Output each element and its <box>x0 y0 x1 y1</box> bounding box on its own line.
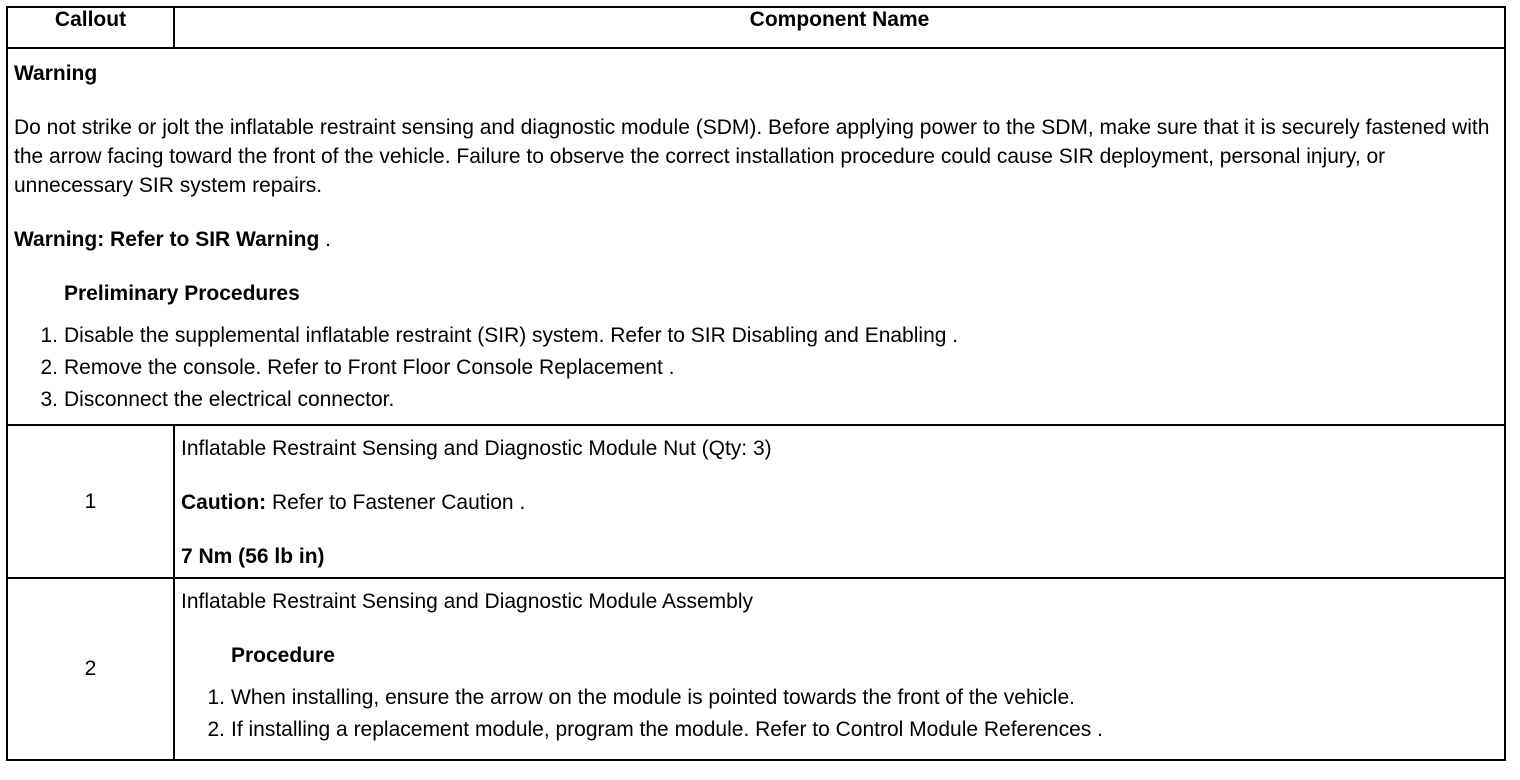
procedure-steps-list <box>181 682 1498 746</box>
caution-label: Caution: <box>181 491 267 514</box>
step-number: 1. <box>40 324 58 347</box>
callout-number: 2 <box>7 578 174 760</box>
warning-text: Do not strike or jolt the inflatable restraint sensing and diagnostic module (SDM). Before applying power to the SDM, make sure that it is securely fastened with the arrow facing toward the front of the vehicle. Failure to observe the correct installation procedure could cause SIR deployment, personal injury, or unnecessary SIR system repairs. <box>14 116 1490 197</box>
component-name: Inflatable Restraint Sensing and Diagnostic Module Assembly <box>181 590 753 613</box>
list-item <box>14 384 1498 416</box>
header-row <box>7 7 1505 48</box>
component-name-header: Component Name <box>174 7 1505 48</box>
callout-number: 1 <box>7 425 174 578</box>
warning-cell <box>7 48 1505 425</box>
callout-header: Callout <box>7 7 174 48</box>
sir-warning-reference <box>14 225 1498 254</box>
preliminary-steps-list <box>14 320 1498 416</box>
list-item <box>14 320 1498 352</box>
step-text: When installing, ensure the arrow on the module is pointed towards the front of the vehicle. <box>231 686 1075 709</box>
procedure-table <box>6 6 1506 761</box>
warning-row <box>7 48 1505 425</box>
step-text: Disconnect the electrical connector. <box>64 388 395 411</box>
list-item <box>14 352 1498 384</box>
step-text: Disable the supplemental inflatable restraint (SIR) system. Refer to SIR Disabling and Enabling . <box>64 324 959 347</box>
step-text: Remove the console. Refer to Front Floor Console Replacement . <box>64 356 675 379</box>
step-number: 2. <box>40 356 58 379</box>
caution-text[interactable]: Refer to Fastener Caution . <box>266 491 526 514</box>
component-name: Inflatable Restraint Sensing and Diagnostic Module Nut (Qty: 3) <box>181 437 772 460</box>
step-number: 2. <box>207 718 225 741</box>
step-text: If installing a replacement module, program the module. Refer to Control Module References . <box>231 718 1103 741</box>
preliminary-procedures-heading: Preliminary Procedures <box>64 282 300 305</box>
component-cell <box>174 578 1505 760</box>
component-cell <box>174 425 1505 578</box>
procedure-heading: Procedure <box>231 644 335 667</box>
sir-warning-link[interactable]: Warning: Refer to SIR Warning <box>14 228 320 251</box>
warning-title: Warning <box>14 62 98 85</box>
sir-warning-suffix: . <box>319 228 331 251</box>
list-item <box>181 682 1498 714</box>
step-number: 1. <box>207 686 225 709</box>
step-number: 3. <box>40 388 58 411</box>
table-row <box>7 425 1505 578</box>
list-item <box>181 714 1498 746</box>
table-row <box>7 578 1505 760</box>
caution-line <box>181 488 1498 517</box>
torque-spec: 7 Nm (56 lb in) <box>181 545 325 568</box>
